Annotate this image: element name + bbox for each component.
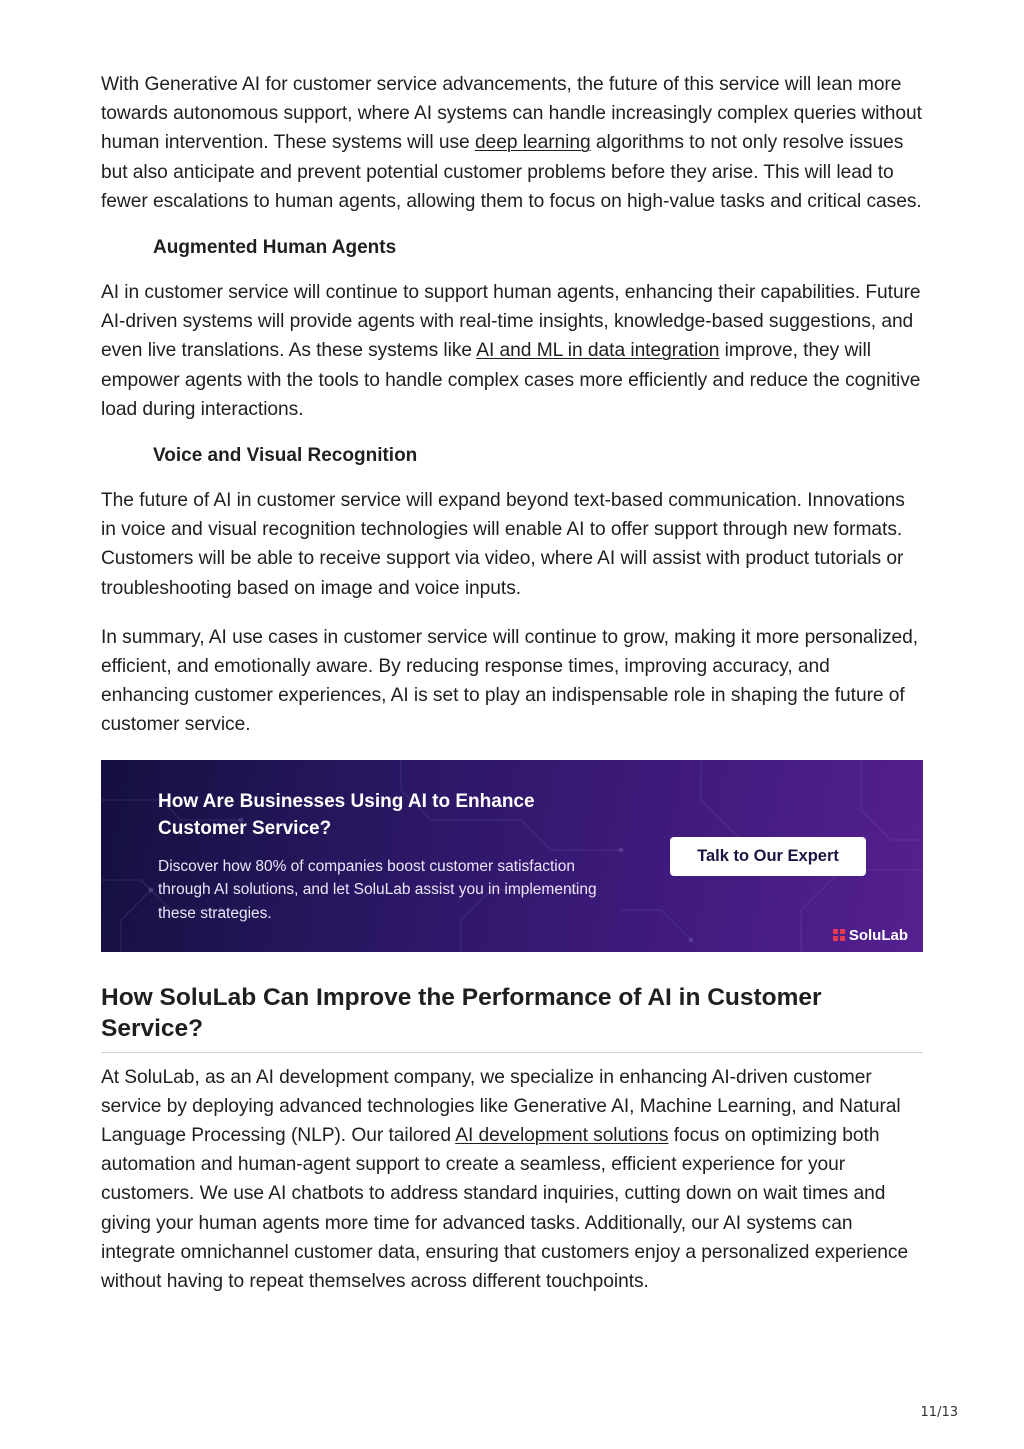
banner-title: How Are Businesses Using AI to Enhance Customer Service? (158, 790, 535, 839)
solulab-logo-text: SoluLab (848, 926, 908, 944)
paragraph-solulab (101, 1063, 923, 1297)
solulab-logo-icon (833, 929, 845, 941)
paragraph-summary: In summary, AI use cases in customer service will continue to grow, making it more personalized, efficient, and emotionally aware. By reducing response times, improving accuracy, and enhancing customer experiences, AI is set to play an indispensable role in shaping the future of customer service. (101, 626, 919, 736)
heading-divider (101, 1052, 923, 1053)
cta-banner[interactable] (101, 760, 923, 952)
paragraph-text: At SoluLab, as an AI development company, we specialize in enhancing AI-driven customer service by deploying advanced technologies like Generative AI, Machine Learning, and Natural Language Processing (NLP). Our tailored (101, 1066, 901, 1147)
link-ai-ml-data-integration[interactable]: AI and ML in data integration (476, 340, 720, 362)
document-page (101, 70, 923, 1316)
link-deep-learning[interactable]: deep learning (474, 132, 591, 154)
paragraph-text: algorithms to not only resolve issues but also anticipate and prevent potential customer problems before they arise. This will lead to fewer escalations to human agents, allowing them to focus on high-value tasks and critical cases. (101, 132, 922, 212)
paragraph-text: improve, they will empower agents with the tools to handle complex cases more efficiently and reduce the cognitive load during interactions. (101, 340, 921, 420)
banner-description: Discover how 80% of companies boost customer satisfaction through AI solutions, and let SoluLab assist you in implementing these strategies. (158, 857, 597, 922)
paragraph-text: AI in customer service will continue to support human agents, enhancing their capabilities. Future AI-driven systems will provide agents with real-time insights, knowledge-based suggestions, and even live translations. As these systems like (101, 282, 921, 362)
subheading-voice-visual-recognition: Voice and Visual Recognition (153, 445, 418, 467)
paragraph-text: With Generative AI for customer service advancements, the future of this service will lean more towards autonomous support, where AI systems can handle increasingly complex queries without human intervention. These systems will use (101, 74, 922, 154)
link-ai-development-solutions[interactable]: AI development solutions (455, 1125, 669, 1147)
paragraph-autonomous-support (101, 70, 923, 216)
section-heading: How SoluLab Can Improve the Performance of AI in Customer Service? (101, 983, 822, 1042)
paragraph-text: focus on optimizing both automation and human-agent support to create a seamless, efficient experience for your customers. We use AI chatbots to address standard inquiries, cutting down on wait times and giving your human agents more time for advanced tasks. Additionally, our AI systems can integrate omnichannel customer data, ensuring that customers enjoy a personalized experience without having to repeat themselves across different touchpoints. (101, 1125, 909, 1293)
page-number: 11/13 (920, 1405, 958, 1420)
paragraph-augmented-agents (101, 278, 923, 424)
paragraph-voice-visual: The future of AI in customer service will expand beyond text-based communication. Innovations in voice and visual recognition technologies will enable AI to offer support through new formats. Customers will be able to receive support via video, where AI will assist with product tutorials or troubleshooting based on image and voice inputs. (101, 490, 905, 599)
talk-to-expert-button[interactable]: Talk to Our Expert (670, 837, 866, 876)
solulab-logo (833, 927, 908, 944)
subheading-augmented-human-agents: Augmented Human Agents (153, 237, 397, 259)
